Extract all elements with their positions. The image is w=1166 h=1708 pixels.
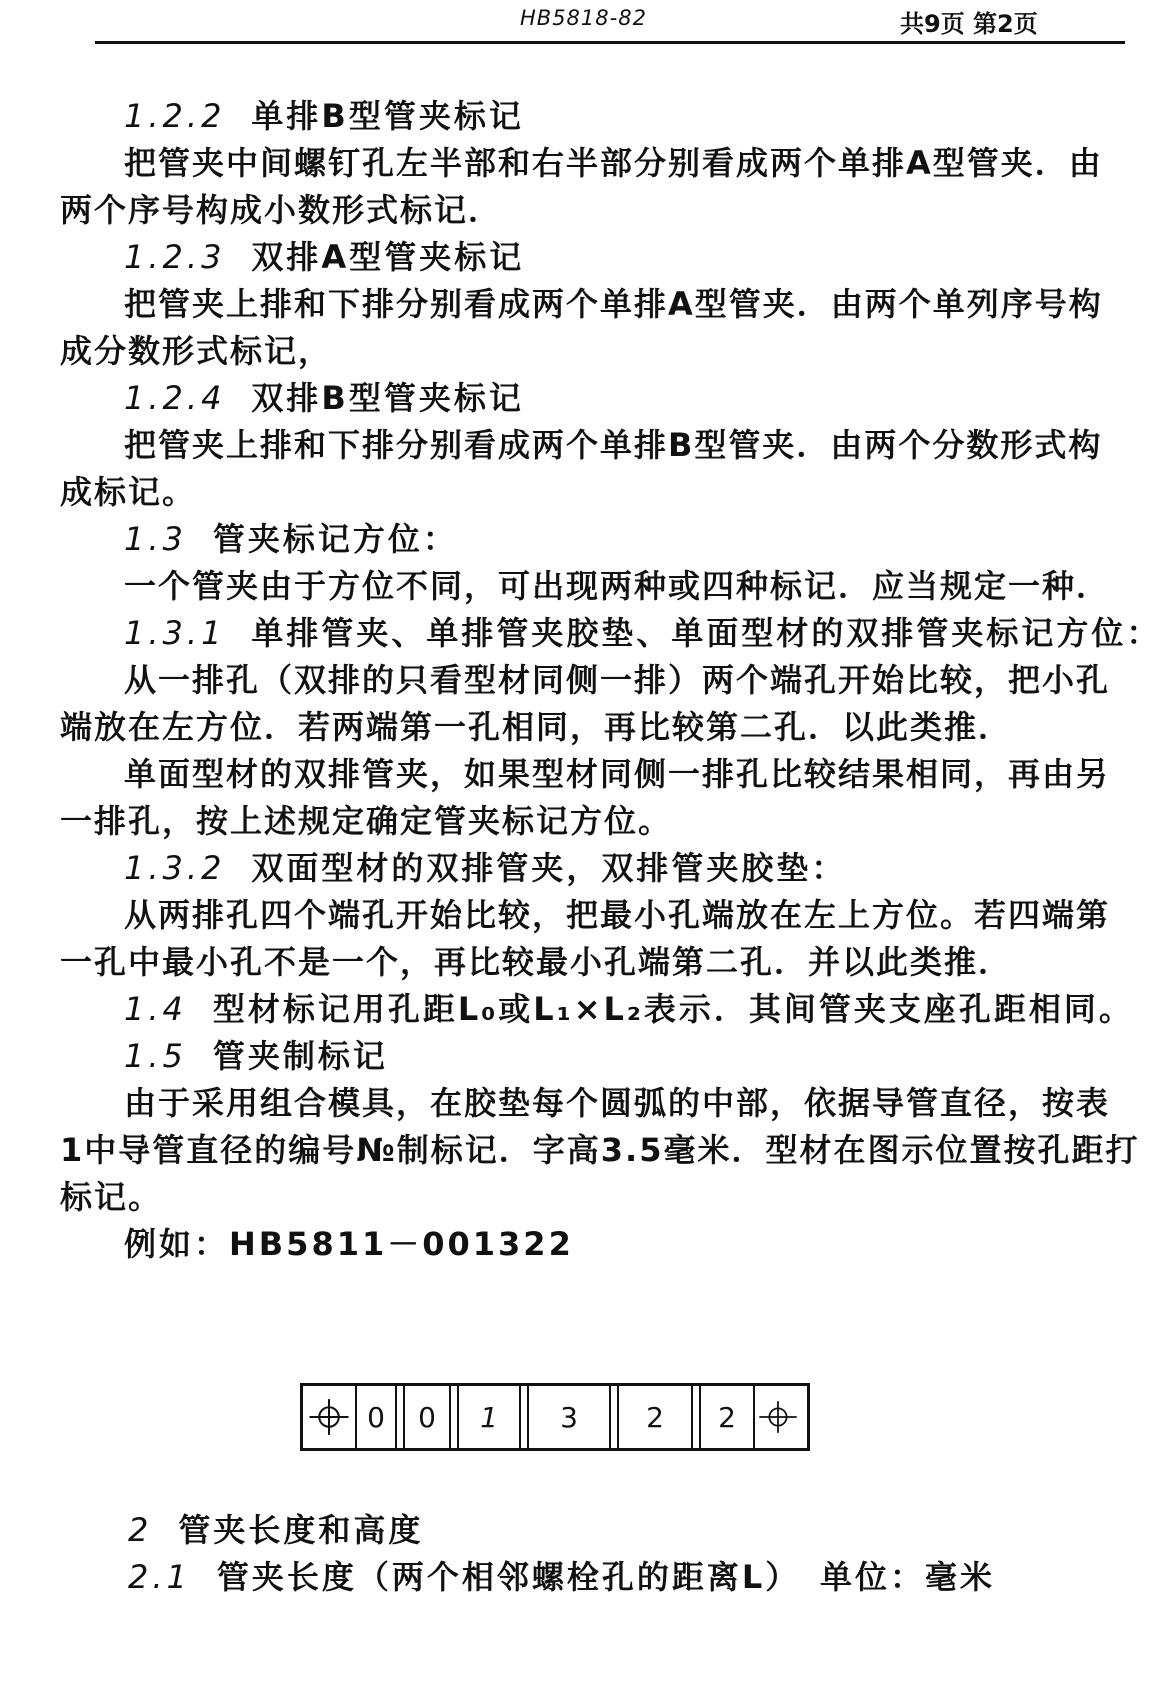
cell-divider — [693, 1386, 701, 1448]
marking-digit: 2 — [701, 1386, 755, 1448]
paragraph-line: 一孔中最小孔不是一个，再比较最小孔端第二孔．并以此类推． — [60, 943, 1013, 981]
heading-1-5 — [124, 1036, 388, 1076]
paragraph-line: 单面型材的双排管夹，如果型材同侧一排孔比较结果相同，再由另 — [124, 755, 1111, 793]
paragraph-line: 从两排孔四个端孔开始比较，把最小孔端放在左上方位。若四端第 — [124, 896, 1111, 934]
paragraph-line: 1中导管直径的编号№制标记．字高3.5毫米．型材在图示位置按孔距打 — [60, 1131, 1140, 1169]
paragraph-line: 成分数形式标记， — [60, 332, 333, 370]
section-number: 1.5 — [124, 1037, 187, 1075]
example-text: 例如：HB5811－001322 — [124, 1225, 574, 1263]
section-title: 型材标记用孔距L₀或L₁×L₂表示．其间管夹支座孔距相同。 — [212, 990, 1134, 1028]
cell-divider — [611, 1386, 619, 1448]
section-title: 双排B型管夹标记 — [251, 379, 524, 417]
heading-1-3-2 — [124, 848, 846, 888]
marking-diagram — [300, 1383, 810, 1451]
section-title: 单排B型管夹标记 — [251, 97, 524, 135]
section-title: 单排管夹、单排管夹胶垫、单面型材的双排管夹标记方位： — [251, 614, 1162, 652]
heading-1-2-4 — [124, 378, 524, 418]
marking-digit: 0 — [357, 1386, 397, 1448]
paragraph-line: 成标记。 — [60, 473, 197, 511]
header-rule — [95, 41, 1125, 44]
section-title: 管夹制标记 — [212, 1037, 388, 1075]
section-title: 管夹长度和高度 — [178, 1511, 424, 1549]
paragraph-line: 一个管夹由于方位不同，可出现两种或四种标记．应当规定一种． — [124, 567, 1111, 605]
section-title: 管夹长度（两个相邻螺栓孔的距离L） — [216, 1558, 801, 1596]
crosshair-circle-icon — [755, 1386, 801, 1448]
paragraph-line: 标记。 — [60, 1178, 163, 1216]
paragraph-line: 把管夹中间螺钉孔左半部和右半部分别看成两个单排A型管夹．由 — [124, 144, 1103, 182]
paragraph-line: 端放在左方位．若两端第一孔相同，再比较第二孔．以此类推． — [60, 708, 1013, 746]
cell-divider — [397, 1386, 405, 1448]
crosshair-circle-icon — [303, 1385, 355, 1449]
heading-2-1 — [128, 1557, 800, 1597]
heading-1-3 — [124, 519, 458, 559]
paragraph-line: 两个序号构成小数形式标记． — [60, 191, 503, 229]
section-number: 1.4 — [124, 990, 187, 1028]
heading-1-3-1 — [124, 613, 1161, 653]
header-code: HB5818-82 — [520, 6, 647, 30]
section-number: 1.2.4 — [124, 379, 226, 417]
paragraph-line: 从一排孔（双排的只看型材同侧一排）两个端孔开始比较，把小孔 — [124, 661, 1111, 699]
crosshair-circle-icon — [303, 1386, 357, 1448]
heading-1-4 — [124, 989, 1134, 1029]
section-number: 1.3.2 — [124, 849, 226, 887]
paragraph-line: 由于采用组合模具，在胶垫每个圆弧的中部，依据导管直径，按表 — [124, 1084, 1111, 1122]
paragraph-line: 把管夹上排和下排分别看成两个单排A型管夹．由两个单列序号构 — [124, 285, 1103, 323]
heading-1-2-2 — [124, 96, 524, 136]
section-number: 1.2.2 — [124, 97, 226, 135]
crosshair-circle-icon — [755, 1385, 801, 1449]
marking-digit: 0 — [405, 1386, 451, 1448]
section-number: 1.3.1 — [124, 614, 226, 652]
section-number: 1.2.3 — [124, 238, 226, 276]
cell-divider — [451, 1386, 459, 1448]
section-number: 1.3 — [124, 520, 187, 558]
section-title: 双面型材的双排管夹，双排管夹胶垫： — [251, 849, 847, 887]
section-title: 双排A型管夹标记 — [251, 238, 525, 276]
paragraph-line: 把管夹上排和下排分别看成两个单排B型管夹．由两个分数形式构 — [124, 426, 1103, 464]
heading-1-2-3 — [124, 237, 524, 277]
marking-digit: 3 — [529, 1386, 611, 1448]
unit-label: 单位：毫米 — [820, 1558, 996, 1596]
paragraph-line: 一排孔，按上述规定确定管夹标记方位。 — [60, 802, 673, 840]
marking-digit: 1 — [459, 1386, 521, 1448]
section-number: 2.1 — [128, 1558, 191, 1596]
section-title: 管夹标记方位： — [212, 520, 458, 558]
header-page-info: 共9页 第2页 — [900, 10, 1038, 38]
cell-divider — [521, 1386, 529, 1448]
heading-2 — [128, 1510, 423, 1550]
marking-digit: 2 — [619, 1386, 693, 1448]
section-number: 2 — [128, 1511, 153, 1549]
